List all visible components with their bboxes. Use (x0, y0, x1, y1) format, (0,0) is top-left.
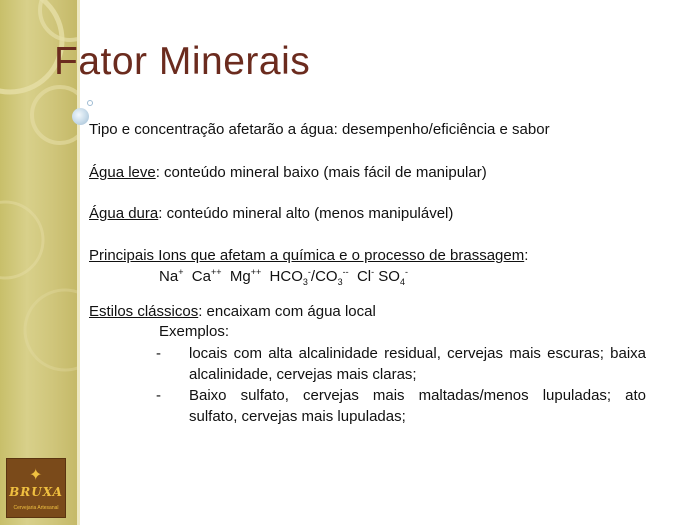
agua-leve-desc: : conteúdo mineral baixo (mais fácil de manipular) (155, 164, 487, 181)
ion-cl: Cl- (356, 267, 375, 285)
agua-dura-line (89, 205, 453, 222)
example-item-2-line1: Baixo sulfato, cervejas mais maltadas/menos lupuladas; ato (189, 387, 646, 404)
example-dash: - (156, 345, 161, 362)
agua-leve-term: Água leve (89, 164, 156, 181)
ion-na: Na+ (159, 267, 184, 285)
agua-dura-desc: : conteúdo mineral alto (menos manipulável) (158, 205, 454, 222)
ions-colon: : (524, 247, 529, 264)
ions-heading-line (89, 247, 528, 264)
example-item-2-line2: sulfato, cervejas mais lupuladas; (189, 408, 406, 425)
ion-ca: Ca++ (191, 267, 222, 285)
ions-heading: Principais Ions que afetam a química e o processo de brassagem (89, 247, 525, 264)
intro-line: Tipo e concentração afetarão a água: desempenho/eficiência e sabor (89, 121, 550, 138)
example-item-1-line1: locais com alta alcalinidade residual, cervejas mais escuras; baixa (189, 345, 646, 362)
ion-mg: Mg++ (229, 267, 262, 285)
estilos-term: Estilos clássicos (89, 303, 199, 320)
ion-co3: $/CO_3^{--}$ (310, 267, 349, 287)
witch-icon: ✦ (29, 467, 43, 484)
logo-brand: BRUXA (9, 485, 63, 499)
slide-title: Fator Minerais (54, 40, 311, 83)
example-dash: - (156, 387, 161, 404)
agua-dura-term: Água dura (89, 205, 159, 222)
estilos-line (89, 303, 376, 320)
exemplos-label: Exemplos: (159, 323, 230, 340)
agua-leve-line (89, 164, 487, 181)
estilos-desc: : encaixam com água local (198, 303, 376, 320)
small-circle-ornament (87, 100, 93, 106)
example-item-1-line2: alcalinidade, cervejas mais claras; (189, 366, 417, 383)
bruxa-logo (6, 458, 66, 518)
ion-so4: $SO_4^-$ (378, 267, 408, 287)
ions-formula-line (159, 268, 408, 285)
ion-hco3: $HCO_3^-$ (269, 267, 311, 287)
logo-tagline: Cervejaria Artesanal (13, 505, 59, 511)
bullet-circle-ornament (72, 108, 89, 125)
